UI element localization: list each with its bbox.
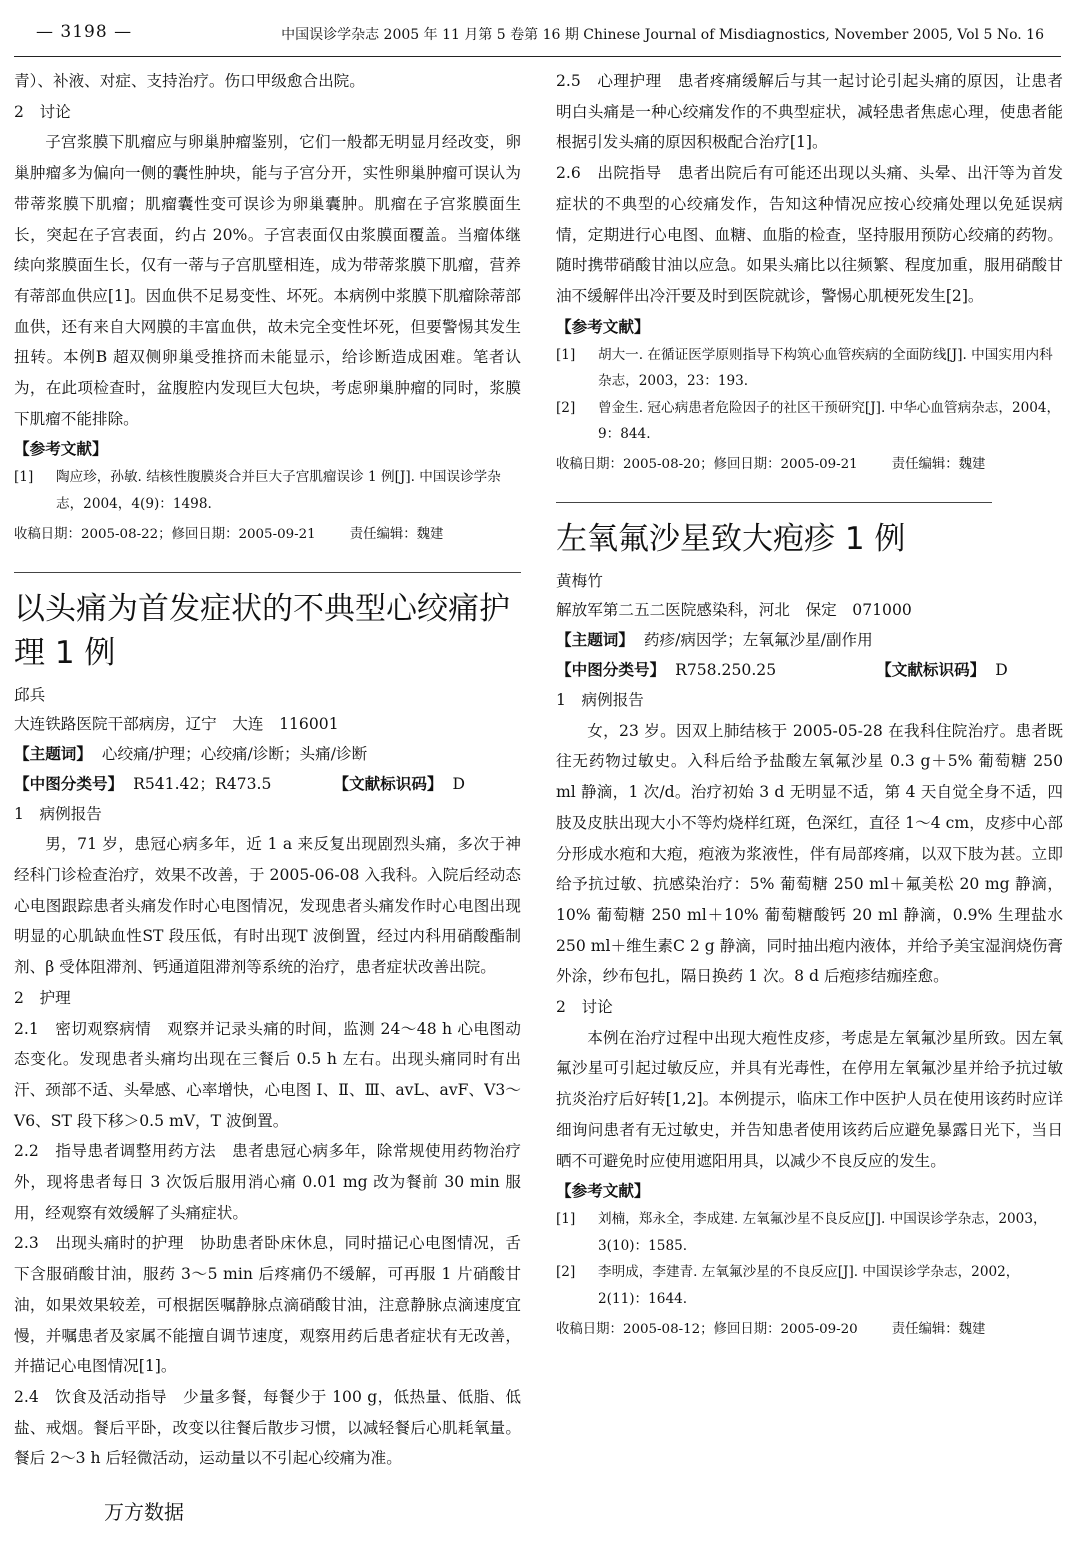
nursing-2-1: 2.1 密切观察病情 观察并记录头痛的时间，监测 24～48 h 心电图动态变化。发现患者头痛均出现在三餐后 0.5 h 左右。出现头痛同时有出汗、颈部不适、头晕感、心率增快，心电图 Ⅰ、Ⅱ、Ⅲ、avL、avF、V3～V6、ST 段下移＞0.5 mV，T 波倒置。 xyxy=(14,1019,521,1130)
reference-text: 曾金生. 冠心病患者危险因子的社区干预研究[J]. 中华心血管病杂志，2004，9：844. xyxy=(598,399,1061,443)
article-title: 左氧氟沙星致大疱疹 1 例 xyxy=(556,521,906,557)
clc-value: R758.250.25 xyxy=(675,661,777,679)
nursing-2-5: 2.5 心理护理 患者疼痛缓解后与其一起讨论引起头痛的原因，让患者明白头痛是一种心绞痛发作的不典型症状，减轻患者焦虑心理，使患者能根据引发头痛的原因积极配合治疗[1]。 xyxy=(556,72,1063,152)
header-rule xyxy=(14,56,1061,57)
reference-text: 胡大一. 在循证医学原则指导下构筑心血管疾病的全面防线[J]. 中国实用内科杂志，2003，23：193. xyxy=(598,346,1053,390)
article-author: 黄梅竹 xyxy=(556,572,603,590)
reference-item xyxy=(556,395,1063,448)
nursing-2-2: 2.2 指导患者调整用药方法 患者患冠心病多年，除常规使用药物治疗外，现将患者每日 3 次饭后服用消心痛 0.01 mg 改为餐前 30 min 服用，经观察有效缓解了头痛症状。 xyxy=(14,1142,521,1222)
reference-text: 陶应珍，孙敏. 结核性腹膜炎合并巨大子宫肌瘤误诊 1 例[J]. 中国误诊学杂志，2004，4(9)：1498. xyxy=(56,469,501,513)
reference-number: [1] xyxy=(14,469,34,486)
discussion-paragraph: 本例在治疗过程中出现大疱性皮疹，考虑是左氧氟沙星所致。因左氧氟沙星可引起过敏反应，并具有光毒性，在停用左氧氟沙星并给予抗过敏抗炎治疗后好转[1,2]。本例提示，临床工作中医护人员在使用该药时应详细询问患者有无过敏史，并告知患者使用该药后应避免暴露日光下，当日晒不可避免时应使用遮阳用具，以减少不良反应的发生。 xyxy=(556,1028,1063,1170)
received-revised-dates: 收稿日期：2005-08-20；修回日期：2005-09-21 xyxy=(556,457,858,472)
keywords-label: 【主题词】 xyxy=(556,630,634,649)
article-separator xyxy=(14,572,521,573)
case-report-paragraph: 女，23 岁。因双上肺结核于 2005-05-28 在我科住院治疗。患者既往无药物过敏史。入科后给予盐酸左氧氟沙星 0.3 g＋5% 葡萄糖 250 ml 静滴，1 次/d。治疗初始 3 d 无明显不适，第 4 天自觉全身不适，四肢及皮肤出现大小不等灼烧样红斑，色深红，直径 1～4 cm，皮疹中心部分形成水疱和大疱，疱液为浆液性，伴有局部疼痛，以双下肢为甚。立即给予抗过敏、抗感染治疗：5% 葡萄糖 250 ml＋氟美松 20 mg 静滴，10% 葡萄糖 250 ml＋10% 葡萄糖酸钙 20 ml 静滴，0.9% 生理盐水 250 ml＋维生素C 2 g 静滴，同时抽出疱内液体，并给予美宝湿润烧伤膏外涂，纱布包扎，隔日换药 1 次。8 d 后疱疹结痂痊愈。 xyxy=(556,721,1063,986)
keywords-value: 心绞痛/护理；心绞痛/诊断；头痛/诊断 xyxy=(101,744,368,763)
article-keywords xyxy=(556,625,1063,655)
article1-references-heading: 【参考文献】 xyxy=(556,316,650,336)
reference-number: [1] xyxy=(556,1211,576,1228)
database-watermark: 万方数据 xyxy=(104,1500,184,1524)
responsible-editor: 责任编辑：魏建 xyxy=(891,457,986,472)
received-revised-dates: 收稿日期：2005-08-22；修回日期：2005-09-21 xyxy=(14,526,316,542)
doc-code-value: D xyxy=(995,661,1008,679)
doc-code-label: 【文献标识码】 xyxy=(876,660,986,679)
responsible-editor: 责任编辑：魏建 xyxy=(891,1321,986,1337)
page-header xyxy=(28,22,1044,52)
reference-number: [2] xyxy=(556,399,576,416)
case-report-paragraph: 男，71 岁，患冠心病多年，近 1 a 来反复出现剧烈头痛，多次于神经科门诊检查治疗，效果不改善，于 2005-06-08 入我科。入院后经动态心电图跟踪患者头痛发作时心电图情况，发现患者头痛发作时心电图出现明显的心肌缺血性ST 段压低，有时出现T 波倒置，经过内科用硝酸酯制剂、β 受体阻滞剂、钙通道阻滞剂等系统的治疗，患者症状改善出院。 xyxy=(14,835,521,977)
prev-article-discussion: 子宫浆膜下肌瘤应与卵巢肿瘤鉴别，它们一般都无明显月经改变，卵巢肿瘤多为偏向一侧的囊性肿块，能与子宫分开，实性卵巢肿瘤可误认为带蒂浆膜下肌瘤；肌瘤囊性变可误诊为卵巢囊肿。肌瘤在子宫浆膜面生长，突起在子宫表面，约占 20%。子宫表面仅由浆膜面覆盖。当瘤体继续向浆膜面生长，仅有一蒂与子宫肌壁相连，成为带蒂浆膜下肌瘤，营养有蒂部血供应[1]。因血供不足易变性、坏死。本病例中浆膜下肌瘤除蒂部血供，还有来自大网膜的丰富血供，故未完全变性坏死，但要警惕其发生扭转。本例B 超双侧卵巢受推挤而未能显示，给诊断造成困难。笔者认为，在此项检查时，盆腹腔内发现巨大包块，考虑卵巢肿瘤的同时，浆膜下肌瘤不能排除。 xyxy=(14,133,521,428)
doc-code-label: 【文献标识码】 xyxy=(333,773,443,793)
article-separator xyxy=(556,502,992,503)
section-case-report: 1 病例报告 xyxy=(556,691,644,709)
nursing-2-3: 2.3 出现头痛时的护理 协助患者卧床休息，同时描记心电图情况，舌下含服硝酸甘油，服药 3～5 min 后疼痛仍不缓解，可再服 1 片硝酸甘油，如果效果较差，可根据医嘱静脉点滴硝酸甘油，注意静脉点滴速度宜慢，并嘱患者及家属不能擅自调节速度，观察用药后患者症状有无改善，并描记心电图情况[1]。 xyxy=(14,1234,521,1376)
received-revised-dates: 收稿日期：2005-08-12；修回日期：2005-09-20 xyxy=(556,1321,858,1337)
prev-article-dates xyxy=(14,522,521,548)
prev-article-section-discussion: 2 讨论 xyxy=(14,102,71,121)
prev-article-tail: 青）、补液、对症、支持治疗。伤口甲级愈合出院。 xyxy=(14,72,365,90)
clc-value: R541.42；R473.5 xyxy=(133,774,272,793)
responsible-editor: 责任编辑：魏建 xyxy=(349,526,444,542)
clc-label: 【中图分类号】 xyxy=(14,773,124,793)
nursing-2-4: 2.4 饮食及活动指导 少量多餐，每餐少于 100 g，低热量、低脂、低盐、戒烟。餐后平卧，改变以往餐后散步习惯，以减轻餐后心肌耗氧量。餐后 2～3 h 后轻微活动，运动量以不引起心绞痛为准。 xyxy=(14,1387,521,1468)
section-case-report: 1 病例报告 xyxy=(14,804,102,823)
clc-label: 【中图分类号】 xyxy=(556,660,666,679)
doc-code-value: D xyxy=(452,774,465,793)
prev-article-references-heading: 【参考文献】 xyxy=(14,439,108,459)
left-column xyxy=(14,66,521,1474)
reference-item xyxy=(556,1259,1063,1312)
reference-number: [2] xyxy=(556,1264,576,1281)
reference-text: 李明成，李建青. 左氧氟沙星的不良反应[J]. 中国误诊学杂志，2002，2(11)：1644. xyxy=(598,1264,1020,1308)
reference-number: [1] xyxy=(556,346,576,363)
article-classification xyxy=(14,769,521,799)
article1-dates xyxy=(556,452,1063,478)
keywords-label: 【主题词】 xyxy=(14,743,92,763)
reference-text: 刘楠，郑永全，李成建. 左氧氟沙星不良反应[J]. 中国误诊学杂志，2003，3(10)：1585. xyxy=(598,1211,1047,1254)
article-classification xyxy=(556,655,1063,685)
article2-dates xyxy=(556,1317,1063,1343)
right-column xyxy=(556,66,1063,1343)
article-affiliation: 大连铁路医院干部病房，辽宁 大连 116001 xyxy=(14,714,339,733)
article-author: 邱兵 xyxy=(14,685,46,704)
reference-item xyxy=(556,1206,1063,1259)
section-nursing: 2 护理 xyxy=(14,988,71,1007)
page-number: — 3198 — xyxy=(36,22,133,42)
article-title: 以头痛为首发症状的不典型心绞痛护理 1 例 xyxy=(14,590,510,671)
nursing-2-6: 2.6 出院指导 患者出院后有可能还出现以头痛、头晕、出汗等为首发症状的不典型的心绞痛发作，告知这种情况应按心绞痛处理以免延误病情，定期进行心电图、血糖、血脂的检查，坚持服用预防心绞痛的药物。随时携带硝酸甘油以应急。如果头痛比以往频繁、程度加重，服用硝酸甘油不缓解伴出冷汗要及时到医院就诊，警惕心肌梗死发生[2]。 xyxy=(556,164,1063,305)
reference-item xyxy=(556,342,1063,395)
article-keywords xyxy=(14,739,521,769)
keywords-value: 药疹/病因学；左氧氟沙星/副作用 xyxy=(643,631,873,649)
article-affiliation: 解放军第二五二医院感染科，河北 保定 071000 xyxy=(556,601,912,619)
article2-references-heading: 【参考文献】 xyxy=(556,1181,650,1201)
journal-running-title: 中国误诊学杂志 2005 年 11 月第 5 卷第 16 期 Chinese Journal of Misdiagnostics, November 2005, Vol 5 No. 16 xyxy=(281,27,1044,43)
reference-item xyxy=(14,464,521,517)
section-discussion: 2 讨论 xyxy=(556,998,613,1017)
